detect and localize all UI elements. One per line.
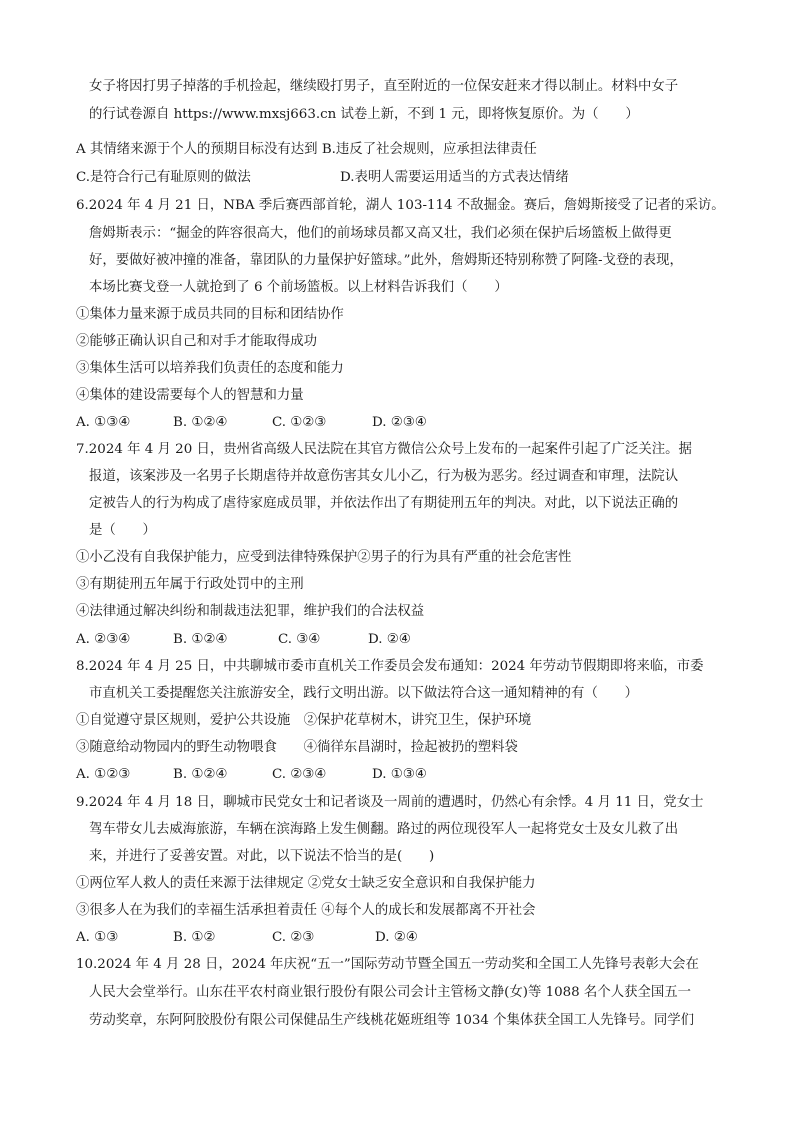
question-9-stem: 9.2024 年 4 月 18 日，聊城市民党女士和记者谈及一周前的遭遇时，仍然心有余悸。4 月 11 日，党女士 [76,795,704,810]
statement-line: ③随意给动物园内的野生动物喂食 ④徜徉东昌湖时，捡起被扔的塑料袋 [76,740,518,755]
text-line: 市直机关工委提醒您关注旅游安全，践行文明出游。以下做法符合这一通知精神的有（ ） [89,686,639,701]
question-7-stem: 7.2024 年 4 月 20 日，贵州省高级人民法院在其官方微信公众号上发布的一起案件引起了广泛关注。据 [76,442,692,457]
option-d: D. ②④ [368,632,411,647]
option-d: D. ②③④ [372,415,427,430]
statement-line: ①小乙没有自我保护能力，应受到法律特殊保护②男子的行为具有严重的社会危害性 [76,550,572,565]
text-line: 是（ ） [89,523,156,538]
text-line: 詹姆斯表示：“掘金的阵容很高大，他们的前场球员都又高又壮，我们必须在保护后场篮板上做得更 [89,226,672,241]
text-line: 劳动奖章，东阿阿胶股份有限公司保健品生产线桃花姬班组等 1034 个集体获全国工人先锋号。同学们 [89,1013,694,1028]
statement-line: ③集体生活可以培养我们负责任的态度和能力 [76,361,344,376]
option-c: C. ②③④ [272,767,327,782]
question-6-stem: 6.2024 年 4 月 21 日，NBA 季后赛西部首轮，湖人 103-114 不敌掘金。赛后，詹姆斯接受了记者的采访。 [76,198,725,213]
option-a: A. ①②③ [76,767,131,782]
text-line: 女子将因打男子掉落的手机捡起，继续殴打男子，直至附近的一位保安赶来才得以制止。材料中女子 [89,79,679,94]
statement-line: ④集体的建设需要每个人的智慧和力量 [76,388,304,403]
statement-line: ③很多人在为我们的幸福生活承担着责任 ④每个人的成长和发展都离不开社会 [76,903,536,918]
option-b: B. ①②④ [173,767,228,782]
option-d: D. ②④ [375,930,418,945]
option-line: A 其情绪来源于个人的预期目标没有达到 B.违反了社会规则，应承担法律责任 [76,142,537,157]
option-c: C. ③④ [278,632,321,647]
option-c: C. ②③ [272,930,315,945]
text-line: 驾车带女儿去威海旅游，车辆在滨海路上发生侧翻。路过的两位现役军人一起将党女士及女儿救了出 [89,822,679,837]
option-a: A. ②③④ [76,632,131,647]
option-b: B. ①② [173,930,216,945]
text-line: 人民大会堂举行。山东茌平农村商业银行股份有限公司会计主管杨文静(女)等 1088 名个人获全国五一 [89,985,692,1000]
text-line: 来，并进行了妥善安置。对此，以下说法不恰当的是( ) [89,849,435,864]
statement-line: ①自觉遵守景区规则，爱护公共设施 ②保护花草树木，讲究卫生，保护环境 [76,713,532,728]
statement-line: ①两位军人救人的责任来源于法律规定 ②党女士缺乏安全意识和自我保护能力 [76,876,536,891]
option-b: B. ①②④ [173,632,228,647]
option-line: C.是符合行己有耻原则的做法 [76,170,251,185]
statement-line: ①集体力量来源于成员共同的目标和团结协作 [76,307,344,322]
option-b: B. ①②④ [173,415,228,430]
question-8-stem: 8.2024 年 4 月 25 日，中共聊城市委市直机关工作委员会发布通知：2024 年劳动节假期即将来临，市委 [76,659,704,674]
option-line: D.表明人需要运用适当的方式表达情绪 [340,170,569,185]
text-line: 好，要做好被冲撞的准备，靠团队的力量保护好篮球。”此外，詹姆斯还特别称赞了阿隆-戈登的表现， [89,253,683,268]
option-c: C. ①②③ [272,415,327,430]
option-d: D. ①③④ [372,767,427,782]
statement-line: ②能够正确认识自己和对手才能取得成功 [76,334,318,349]
option-a: A. ①③ [76,930,119,945]
question-10-stem: 10.2024 年 4 月 28 日，2024 年庆祝“五一”国际劳动节暨全国五一劳动奖和全国工人先锋号表彰大会在 [76,957,699,972]
text-line: 定被告人的行为构成了虐待家庭成员罪，并依法作出了有期徒刑五年的判决。对此，以下说法正确的 [89,496,679,511]
statement-line: ③有期徒刑五年属于行政处罚中的主刑 [76,577,304,592]
text-line: 报道，该案涉及一名男子长期虐待并故意伤害其女儿小乙，行为极为恶劣。经过调查和审理，法院认 [89,469,679,484]
text-line: 的行试卷源自 https://www.mxsj663.cn 试卷上新，不到 1 元，即将恢复原价。为（ ） [89,107,639,122]
statement-line: ④法律通过解决纠纷和制裁违法犯罪，维护我们的合法权益 [76,604,425,619]
option-a: A. ①③④ [76,415,131,430]
text-line: 本场比赛戈登一人就抢到了 6 个前场篮板。以上材料告诉我们（ ） [89,280,508,295]
